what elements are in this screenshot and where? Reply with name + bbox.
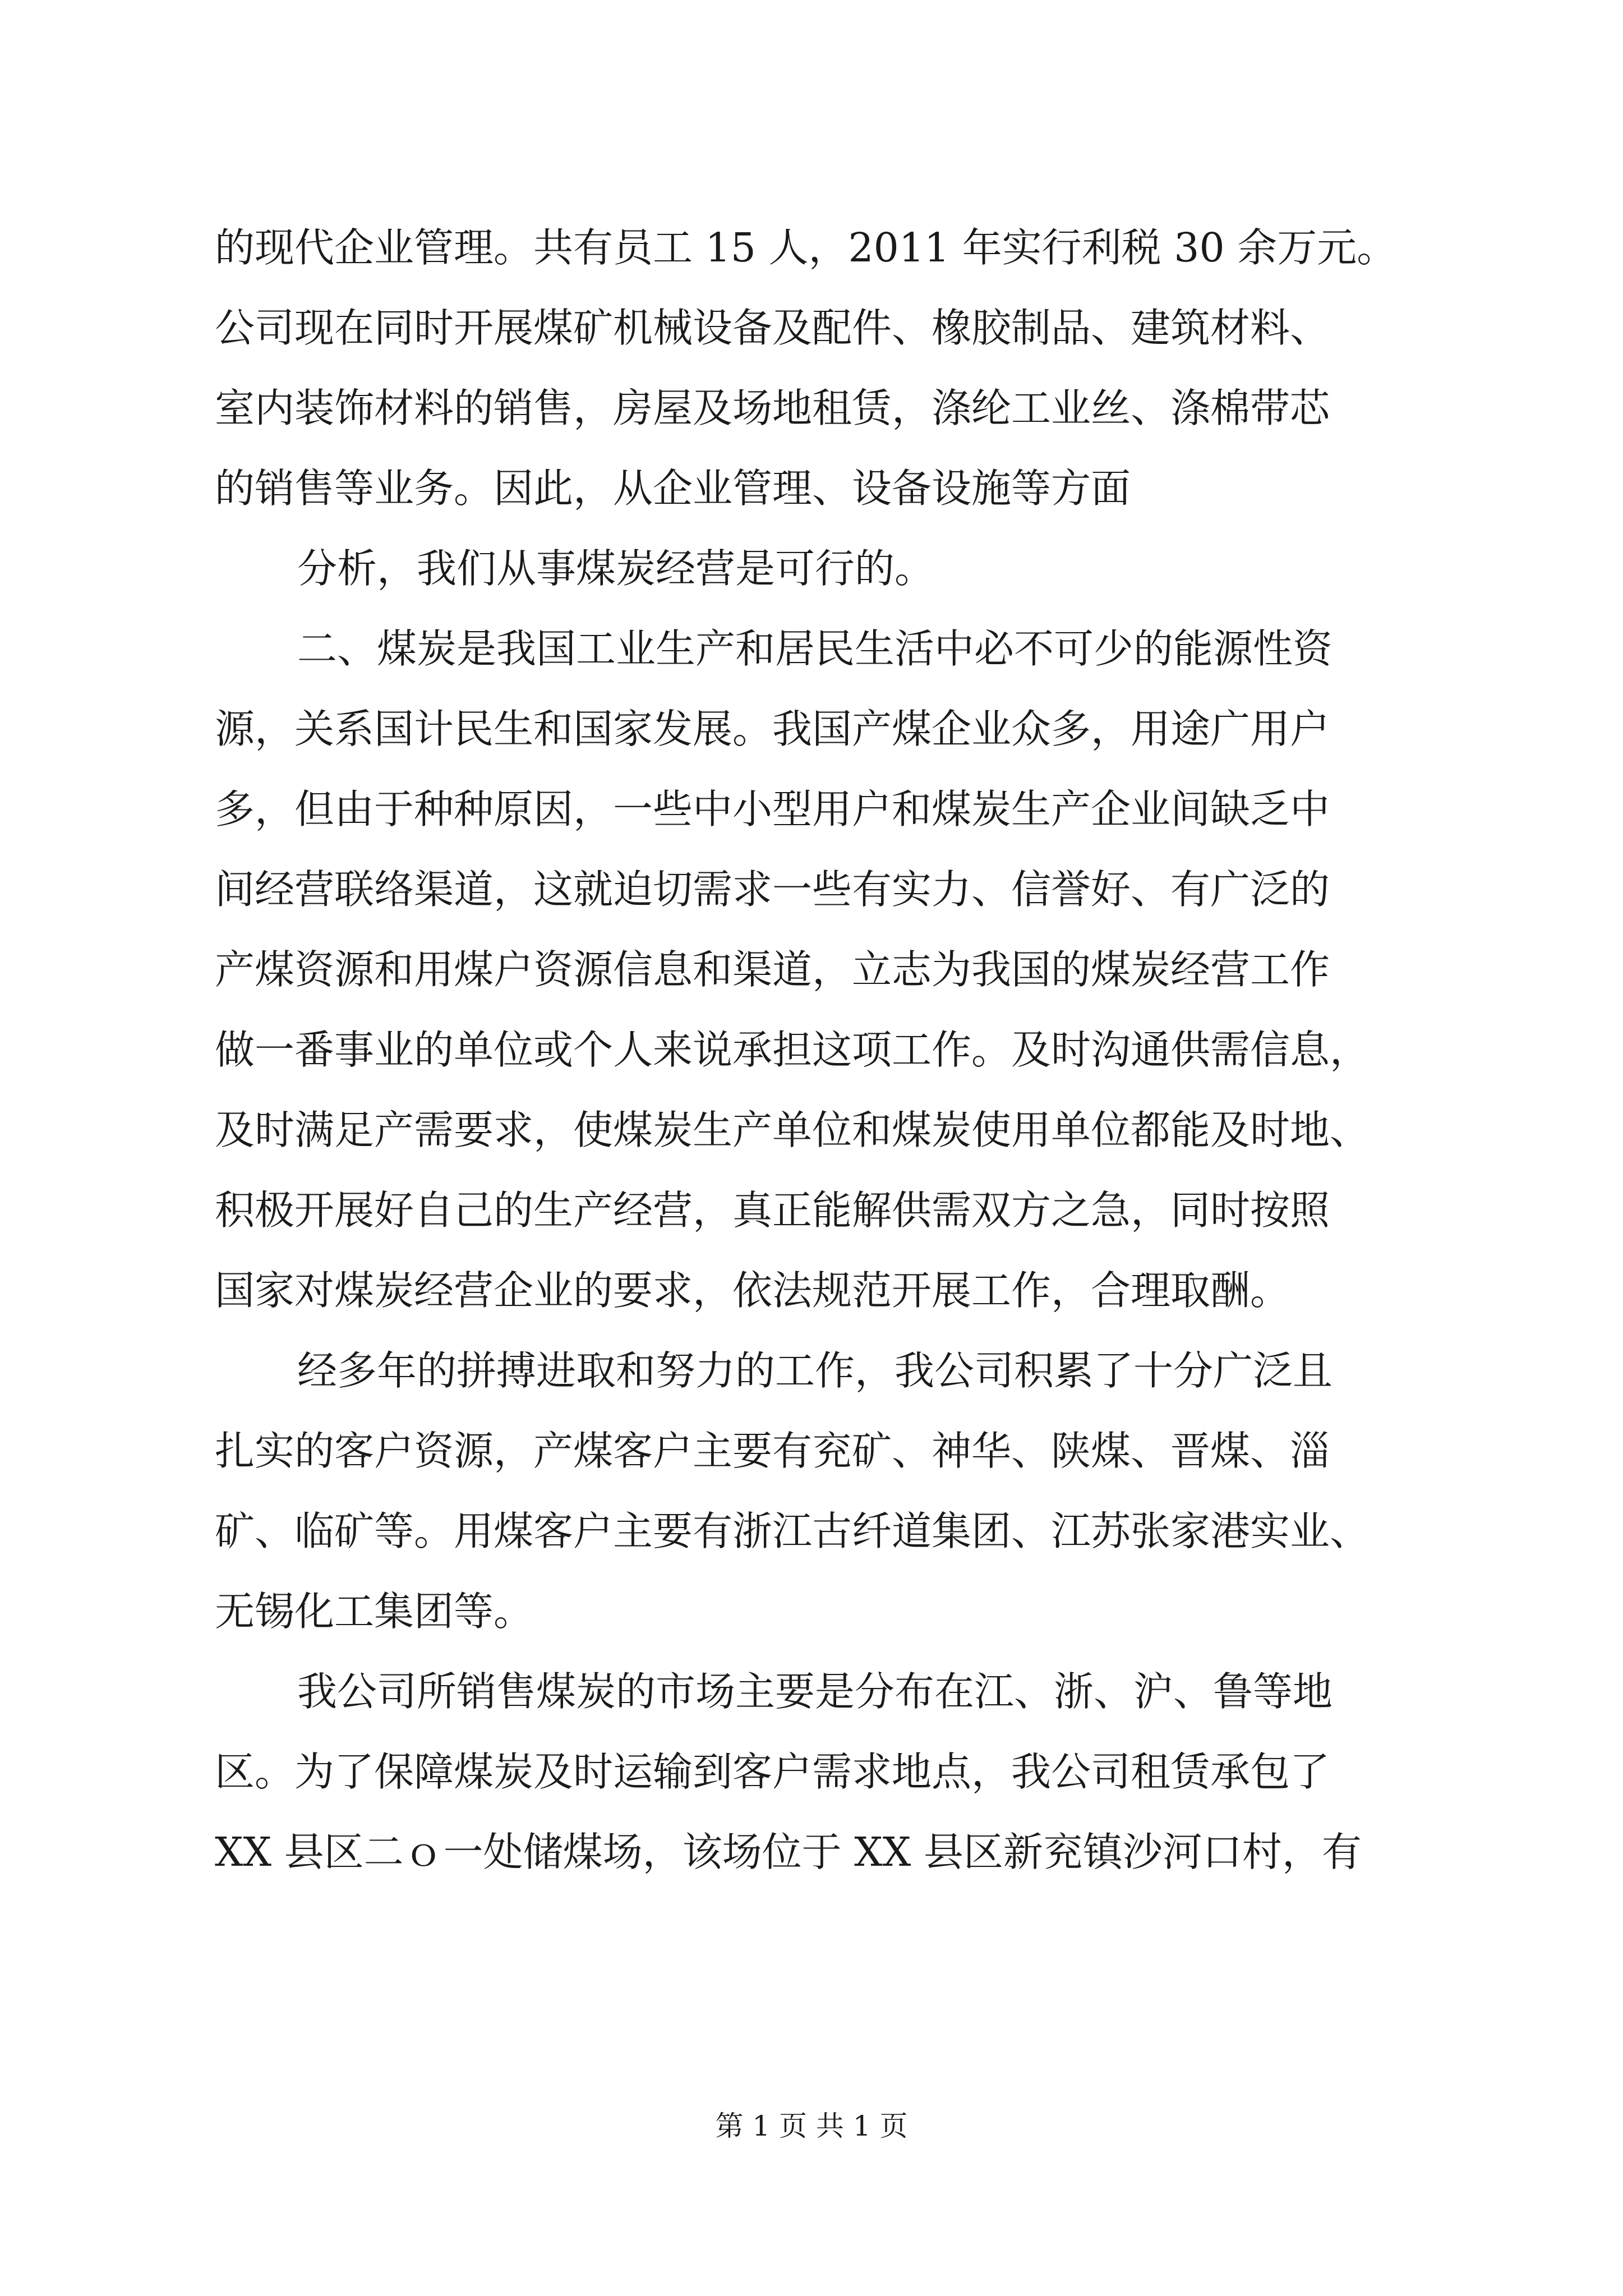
paragraph-start-line-19: 我公司所销售煤炭的市场主要是分布在江、浙、沪、鲁等地 xyxy=(297,1668,1333,1715)
body-text-line-11: 做一番事业的单位或个人来说承担这项工作。及时沟通供需信息， xyxy=(215,1027,1370,1073)
body-text-line-10: 产煤资源和用煤户资源信息和渠道，立志为我国的煤炭经营工作 xyxy=(215,946,1330,993)
body-text-line-17: 矿、临矿等。用煤客户主要有浙江古纤道集团、江苏张家港实业、 xyxy=(215,1508,1370,1554)
body-text-line-1: 的现代企业管理。共有员工 15 人，2011 年实行利税 30 余万元。 xyxy=(215,224,1397,271)
body-text-line-8: 多，但由于种种原因，一些中小型用户和煤炭生产企业间缺乏中 xyxy=(215,786,1330,832)
body-text-line-9: 间经营联络渠道，这就迫切需求一些有实力、信誉好、有广泛的 xyxy=(215,866,1330,913)
body-text-line-2: 公司现在同时开展煤矿机械设备及配件、橡胶制品、建筑材料、 xyxy=(215,305,1330,351)
paragraph-start-line-6: 二、煤炭是我国工业生产和居民生活中必不可少的能源性资 xyxy=(297,625,1333,672)
body-text-line-13: 积极开展好自己的生产经营，真正能解供需双方之急，同时按照 xyxy=(215,1187,1330,1234)
body-text-line-16: 扎实的客户资源，产煤客户主要有兖矿、神华、陕煤、晋煤、淄 xyxy=(215,1428,1330,1474)
body-text-line-3: 室内装饰材料的销售，房屋及场地租赁，涤纶工业丝、涤棉带芯 xyxy=(215,385,1330,431)
body-text-line-21: XX 县区二ｏ一处储煤场，该场位于 XX 县区新兖镇沙河口村，有 xyxy=(215,1829,1362,1875)
paragraph-start-line-15: 经多年的拼搏进取和努力的工作，我公司积累了十分广泛且 xyxy=(297,1347,1333,1394)
body-text-line-14: 国家对煤炭经营企业的要求，依法规范开展工作，合理取酬。 xyxy=(215,1267,1290,1314)
body-text-line-4: 的销售等业务。因此，从企业管理、设备设施等方面 xyxy=(215,465,1131,512)
body-text-line-7: 源，关系国计民生和国家发展。我国产煤企业众多，用途广用户 xyxy=(215,706,1330,752)
page-footer: 第 1 页 共 1 页 xyxy=(715,2110,908,2142)
body-text-line-20: 区。为了保障煤炭及时运输到客户需求地点，我公司租赁承包了 xyxy=(215,1749,1330,1795)
body-text-line-12: 及时满足产需要求，使煤炭生产单位和煤炭使用单位都能及时地、 xyxy=(215,1107,1370,1153)
body-text-line-18: 无锡化工集团等。 xyxy=(215,1588,534,1635)
paragraph-start-line-5: 分析，我们从事煤炭经营是可行的。 xyxy=(297,545,935,592)
